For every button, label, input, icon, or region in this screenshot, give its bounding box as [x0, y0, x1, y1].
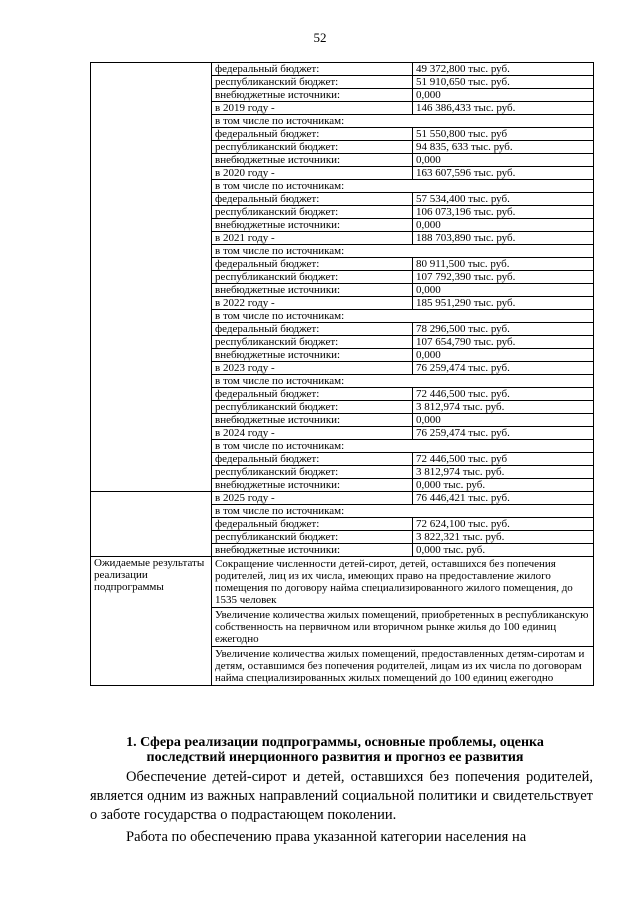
- section-heading: 1. Сфера реализации подпрограммы, основные проблемы, оценка последствий инерционного развития и прогноз ее развития: [126, 735, 544, 765]
- finance-source-label: в 2023 году -: [212, 362, 413, 375]
- finance-source-label: федеральный бюджет:: [212, 63, 413, 76]
- empty-label-cell: [91, 63, 212, 492]
- finance-source-label: внебюджетные источники:: [212, 414, 413, 427]
- finance-source-label: в 2025 году -: [212, 492, 413, 505]
- finance-amount: 146 386,433 тыс. руб.: [413, 102, 594, 115]
- finance-source-label: в 2019 году -: [212, 102, 413, 115]
- finance-source-label: в 2024 году -: [212, 427, 413, 440]
- finance-amount: 3 812,974 тыс. руб.: [413, 401, 594, 414]
- finance-amount: 72 624,100 тыс. руб.: [413, 518, 594, 531]
- expected-result-row: [91, 557, 594, 608]
- finance-amount: 76 259,474 тыс. руб.: [413, 362, 594, 375]
- finance-amount: 0,000: [413, 349, 594, 362]
- body-paragraph: Обеспечение детей-сирот и детей, оставшихся без попечения родителей, является одним из важных направлений социальной политики и свидетельствует о заботе государства о подрастающем поколении.: [90, 769, 593, 823]
- finance-amount: 163 607,596 тыс. руб.: [413, 167, 594, 180]
- finance-source-label: республиканский бюджет:: [212, 336, 413, 349]
- subprogram-passport-table: [90, 62, 594, 686]
- finance-amount: 51 910,650 тыс. руб.: [413, 76, 594, 89]
- finance-amount: 0,000: [413, 219, 594, 232]
- finance-amount: 0,000: [413, 154, 594, 167]
- finance-source-label: в том числе по источникам:: [212, 505, 594, 518]
- finance-amount: 107 654,790 тыс. руб.: [413, 336, 594, 349]
- finance-source-label: внебюджетные источники:: [212, 544, 413, 557]
- finance-row: [91, 492, 594, 505]
- finance-source-label: федеральный бюджет:: [212, 388, 413, 401]
- finance-amount: 51 550,800 тыс. руб: [413, 128, 594, 141]
- finance-amount: 94 835, 633 тыс. руб.: [413, 141, 594, 154]
- finance-amount: 3 812,974 тыс. руб.: [413, 466, 594, 479]
- finance-source-label: внебюджетные источники:: [212, 479, 413, 492]
- finance-source-label: внебюджетные источники:: [212, 219, 413, 232]
- finance-source-label: республиканский бюджет:: [212, 466, 413, 479]
- finance-amount: 0,000 тыс. руб.: [413, 479, 594, 492]
- finance-source-label: республиканский бюджет:: [212, 401, 413, 414]
- finance-amount: 78 296,500 тыс. руб.: [413, 323, 594, 336]
- finance-source-label: федеральный бюджет:: [212, 453, 413, 466]
- finance-row: [91, 63, 594, 76]
- expected-result-text: Увеличение количества жилых помещений, предоставленных детям-сиротам и детям, оставшимся без попечения родителей, лицам из их числа по договорам найма специализированных жилых помещений до 100 единиц ежегодно: [212, 647, 594, 686]
- finance-amount: 185 951,290 тыс. руб.: [413, 297, 594, 310]
- finance-source-label: в 2021 году -: [212, 232, 413, 245]
- finance-amount: 80 911,500 тыс. руб.: [413, 258, 594, 271]
- finance-source-label: внебюджетные источники:: [212, 284, 413, 297]
- finance-amount: 107 792,390 тыс. руб.: [413, 271, 594, 284]
- finance-source-label: в том числе по источникам:: [212, 310, 594, 323]
- finance-source-label: республиканский бюджет:: [212, 76, 413, 89]
- finance-amount: 3 822,321 тыс. руб.: [413, 531, 594, 544]
- finance-source-label: республиканский бюджет:: [212, 271, 413, 284]
- finance-amount: 188 703,890 тыс. руб.: [413, 232, 594, 245]
- finance-amount: 57 534,400 тыс. руб.: [413, 193, 594, 206]
- expected-results-label: Ожидаемые результаты реализации подпрограммы: [91, 557, 212, 686]
- finance-source-label: в 2022 году -: [212, 297, 413, 310]
- finance-amount: 72 446,500 тыс. руб.: [413, 388, 594, 401]
- finance-source-label: федеральный бюджет:: [212, 258, 413, 271]
- finance-amount: 72 446,500 тыс. руб: [413, 453, 594, 466]
- finance-amount: 0,000: [413, 89, 594, 102]
- finance-source-label: в 2020 году -: [212, 167, 413, 180]
- finance-source-label: в том числе по источникам:: [212, 245, 594, 258]
- finance-source-label: в том числе по источникам:: [212, 115, 594, 128]
- finance-amount: 106 073,196 тыс. руб.: [413, 206, 594, 219]
- finance-amount: 0,000: [413, 284, 594, 297]
- finance-amount: 49 372,800 тыс. руб.: [413, 63, 594, 76]
- body-paragraph: Работа по обеспечению права указанной категории населения на: [126, 829, 527, 845]
- finance-source-label: внебюджетные источники:: [212, 154, 413, 167]
- finance-source-label: внебюджетные источники:: [212, 89, 413, 102]
- empty-label-cell: [91, 492, 212, 557]
- finance-amount: 76 259,474 тыс. руб.: [413, 427, 594, 440]
- expected-result-text: Сокращение численности детей-сирот, детей, оставшихся без попечения родителей, лиц из их числа, имеющих право на предоставление жилого помещения по договору найма специализированного жилого помещения, до 1535 человек: [212, 557, 594, 608]
- finance-source-label: федеральный бюджет:: [212, 323, 413, 336]
- finance-source-label: в том числе по источникам:: [212, 440, 594, 453]
- finance-source-label: республиканский бюджет:: [212, 531, 413, 544]
- finance-amount: 0,000: [413, 414, 594, 427]
- finance-source-label: в том числе по источникам:: [212, 375, 594, 388]
- finance-source-label: федеральный бюджет:: [212, 193, 413, 206]
- page-number: 52: [313, 30, 327, 45]
- finance-amount: 76 446,421 тыс. руб.: [413, 492, 594, 505]
- finance-amount: 0,000 тыс. руб.: [413, 544, 594, 557]
- finance-source-label: республиканский бюджет:: [212, 206, 413, 219]
- finance-source-label: федеральный бюджет:: [212, 518, 413, 531]
- finance-source-label: республиканский бюджет:: [212, 141, 413, 154]
- finance-source-label: внебюджетные источники:: [212, 349, 413, 362]
- finance-source-label: в том числе по источникам:: [212, 180, 594, 193]
- finance-source-label: федеральный бюджет:: [212, 128, 413, 141]
- expected-result-text: Увеличение количества жилых помещений, приобретенных в республиканскую собственность на первичном или вторичном рынке жилья до 100 единиц ежегодно: [212, 608, 594, 647]
